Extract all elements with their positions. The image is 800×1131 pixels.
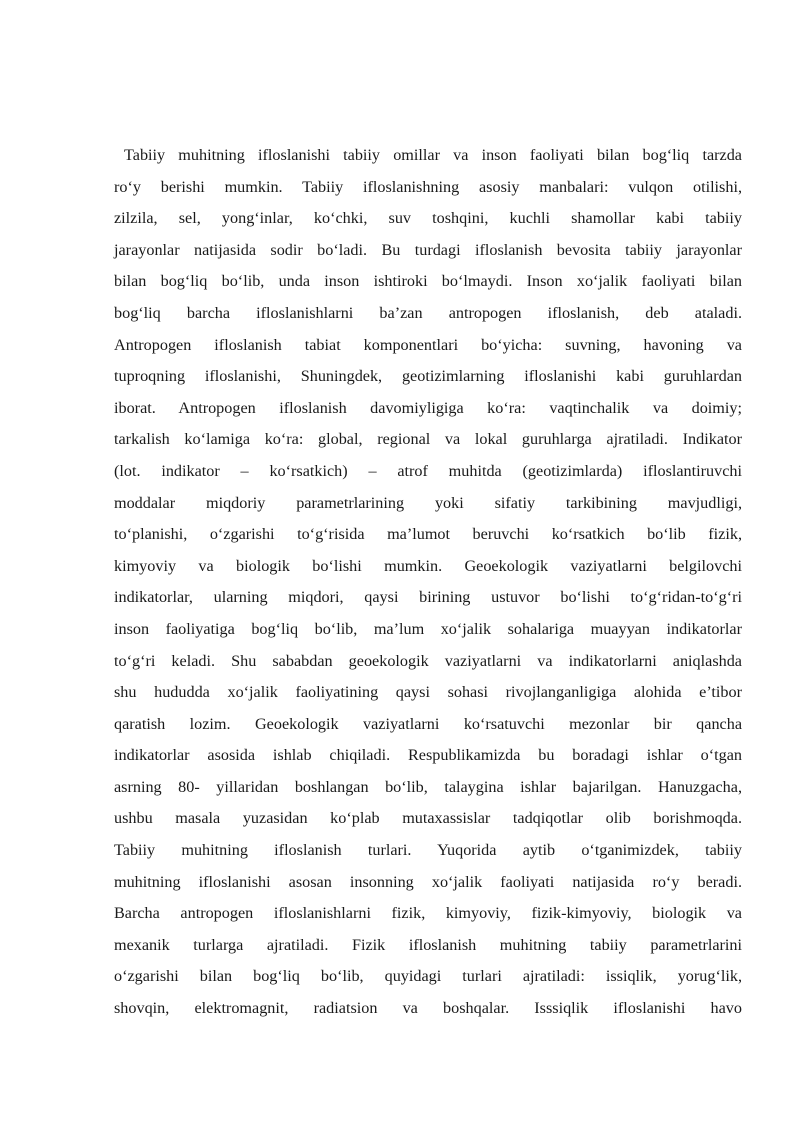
text-line: (lot. indikator – ko‘rsatkich) – atrof muhitda (geotizimlarda) ifloslantiruvchi	[114, 461, 742, 480]
text-line: tarkalish ko‘lamiga ko‘ra: global, regional va lokal guruhlarga ajratiladi. Indikator	[114, 430, 742, 449]
text-line: jarayonlar natijasida sodir bo‘ladi. Bu turdagi ifloslanish bevosita tabiiy jarayonlar	[114, 240, 742, 259]
text-line: bilan bog‘liq bo‘lib, unda inson ishtiroki bo‘lmaydi. Inson xo‘jalik faoliyati bilan	[114, 272, 742, 291]
text-line: Antropogen ifloslanish tabiat komponentlari bo‘yicha: suvning, havoning va	[114, 335, 742, 354]
text-line: zilzila, sel, yong‘inlar, ko‘chki, suv toshqini, kuchli shamollar kabi tabiiy	[114, 209, 742, 228]
text-line: bog‘liq barcha ifloslanishlarni ba’zan antropogen ifloslanish, deb ataladi.	[114, 303, 742, 322]
text-line: tuproqning ifloslanishi, Shuningdek, geotizimlarning ifloslanishi kabi guruhlardan	[114, 367, 742, 386]
text-line: indikatorlar, ularning miqdori, qaysi birining ustuvor bo‘lishi to‘g‘ridan-to‘g‘ri	[114, 588, 742, 607]
text-line: to‘planishi, o‘zgarishi to‘g‘risida ma’lumot beruvchi ko‘rsatkich bo‘lib fizik,	[114, 525, 742, 544]
body-text	[114, 140, 742, 1025]
text-line: ushbu masala yuzasidan ko‘plab mutaxassislar tadqiqotlar olib borishmoqda.	[114, 809, 742, 828]
text-line: asrning 80- yillaridan boshlangan bo‘lib, talaygina ishlar bajarilgan. Hanuzgacha,	[114, 777, 742, 796]
text-line: Tabiiy muhitning ifloslanish turlari. Yuqorida aytib o‘tganimizdek, tabiiy	[114, 841, 742, 860]
text-line: shovqin, elektromagnit, radiatsion va boshqalar. Isssiqlik ifloslanishi havo	[114, 999, 742, 1018]
text-line: Barcha antropogen ifloslanishlarni fizik, kimyoviy, fizik-kimyoviy, biologik va	[114, 904, 742, 923]
text-line: shu hududda xo‘jalik faoliyatining qaysi sohasi rivojlanganligiga alohida e’tibor	[114, 683, 742, 702]
text-line: muhitning ifloslanishi asosan insonning xo‘jalik faoliyati natijasida ro‘y beradi.	[114, 872, 742, 891]
text-line: Tabiiy muhitning ifloslanishi tabiiy omillar va inson faoliyati bilan bog‘liq tarzda	[124, 146, 742, 164]
text-line: indikatorlar asosida ishlab chiqiladi. Respublikamizda bu boradagi ishlar o‘tgan	[114, 746, 742, 765]
text-line: moddalar miqdoriy parametrlarining yoki sifatiy tarkibining mavjudligi,	[114, 493, 742, 512]
text-line: qaratish lozim. Geoekologik vaziyatlarni ko‘rsatuvchi mezonlar bir qancha	[114, 714, 742, 733]
text-line: kimyoviy va biologik bo‘lishi mumkin. Geoekologik vaziyatlarni belgilovchi	[114, 556, 742, 575]
text-line: ro‘y berishi mumkin. Tabiiy ifloslanishning asosiy manbalari: vulqon otilishi,	[114, 177, 742, 196]
text-line: o‘zgarishi bilan bog‘liq bo‘lib, quyidagi turlari ajratiladi: issiqlik, yorug‘lik,	[114, 967, 742, 986]
text-line: iborat. Antropogen ifloslanish davomiyligiga ko‘ra: vaqtinchalik va doimiy;	[114, 398, 742, 417]
text-line: mexanik turlarga ajratiladi. Fizik ifloslanish muhitning tabiiy parametrlarini	[114, 935, 742, 954]
text-line: to‘g‘ri keladi. Shu sababdan geoekologik vaziyatlarni va indikatorlarni aniqlashda	[114, 651, 742, 670]
text-line: inson faoliyatiga bog‘liq bo‘lib, ma’lum xo‘jalik sohalariga muayyan indikatorlar	[114, 619, 742, 638]
